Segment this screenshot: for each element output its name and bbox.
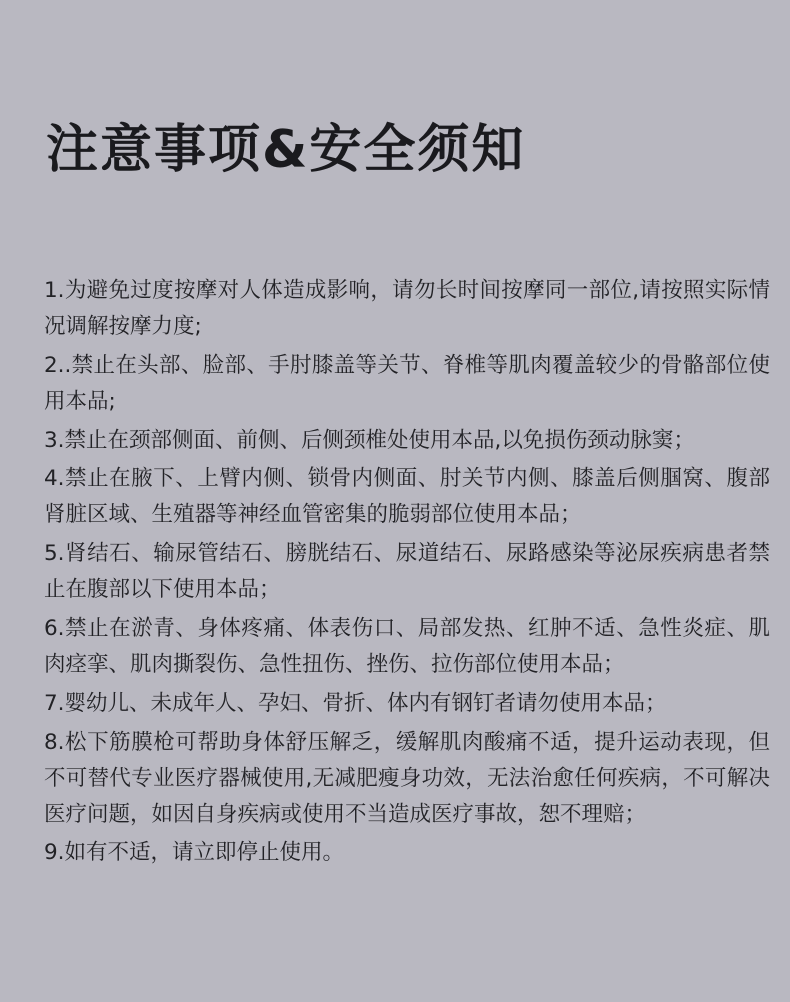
safety-note-1: 1.为避免过度按摩对人体造成影响，请勿长时间按摩同一部位,请按照实际情况调解按摩力度; — [44, 278, 770, 339]
safety-note-4: 4.禁止在腋下、上臂内侧、锁骨内侧面、肘关节内侧、膝盖后侧腘窝、腹部肾脏区域、生殖器等神经血管密集的脆弱部位使用本品； — [44, 466, 770, 528]
safety-notes-list — [44, 273, 770, 874]
safety-note-8: 8.松下筋膜枪可帮助身体舒压解乏，缓解肌肉酸痛不适，提升运动表现，但不可替代专业医疗器械使用,无减肥瘦身功效，无法治愈任何疾病，不可解决医疗问题，如因自身疾病或使用不当造成医疗事故，恕不理赔； — [44, 729, 770, 827]
safety-note-7: 7.婴幼儿、未成年人、孕妇、骨折、体内有钢钉者请勿使用本品； — [44, 690, 667, 716]
safety-note-3: 3.禁止在颈部侧面、前侧、后侧颈椎处使用本品,以免损伤颈动脉窦； — [44, 427, 695, 453]
page-title: 注意事项&安全须知 — [46, 120, 526, 180]
safety-note-9: 9.如有不适，请立即停止使用。 — [44, 840, 345, 866]
safety-note-2: 2..禁止在头部、脸部、手肘膝盖等关节、脊椎等肌肉覆盖较少的骨骼部位使用本品; — [44, 352, 770, 414]
safety-note-5: 5.肾结石、输尿管结石、膀胱结石、尿道结石、尿路感染等泌尿疾病患者禁止在腹部以下使用本品； — [44, 541, 770, 603]
safety-note-6: 6.禁止在淤青、身体疼痛、体表伤口、局部发热、红肿不适、急性炎症、肌肉痉挛、肌肉撕裂伤、急性扭伤、挫伤、拉伤部位使用本品； — [44, 615, 770, 677]
